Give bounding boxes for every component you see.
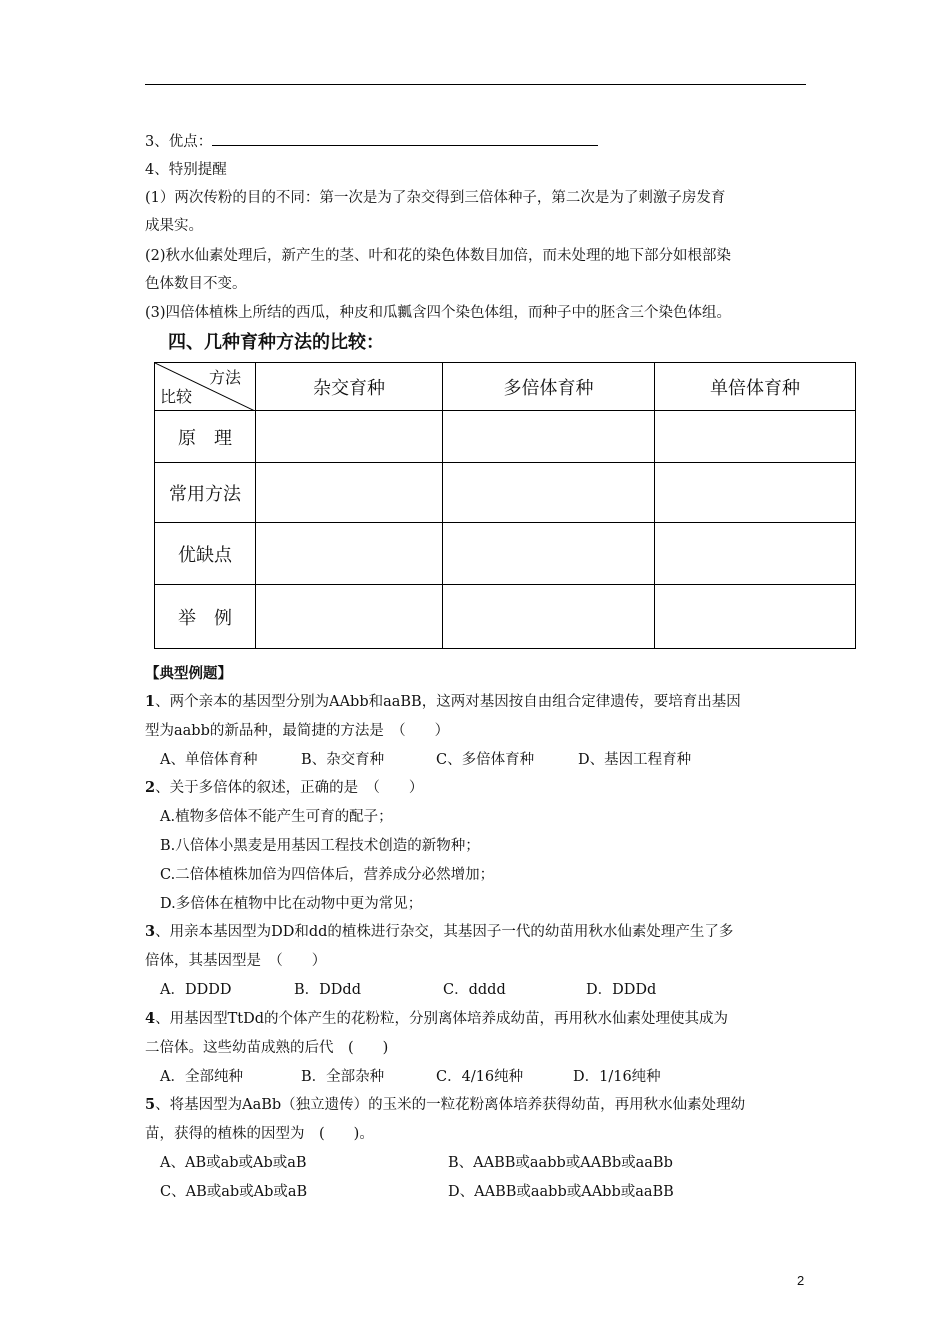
option[interactable]: B．全部杂种 bbox=[301, 1069, 385, 1085]
question-2 bbox=[145, 777, 423, 799]
question-number: 4 bbox=[145, 1010, 156, 1027]
question-5 bbox=[145, 1094, 745, 1116]
question-text: 、用亲本基因型为DD和dd的植株进行杂交，其基因子一代的幼苗用秋水仙素处理产生了多 bbox=[155, 924, 734, 940]
section-title: 四、几种育种方法的比较： bbox=[168, 332, 384, 353]
table-cell[interactable] bbox=[256, 523, 443, 585]
question-number: 3 bbox=[145, 923, 156, 940]
option[interactable]: D.多倍体在植物中比在动物中更为常见； bbox=[160, 896, 423, 912]
corner-method-label: 方法 bbox=[208, 368, 241, 387]
question-text: 、关于多倍体的叙述，正确的是 （ ） bbox=[155, 780, 424, 796]
table-cell[interactable] bbox=[443, 411, 655, 463]
note-text: 色体数目不变。 bbox=[145, 276, 247, 292]
table-row bbox=[155, 463, 856, 523]
option[interactable]: A.植物多倍体不能产生可育的配子； bbox=[160, 809, 393, 825]
table-cell[interactable] bbox=[443, 463, 655, 523]
option[interactable]: C、AB或ab或Ab或aB bbox=[160, 1184, 308, 1200]
table-cell[interactable] bbox=[256, 585, 443, 649]
page-number: 2 bbox=[797, 1273, 805, 1288]
table-cell[interactable] bbox=[443, 585, 655, 649]
option[interactable]: D．DDDd bbox=[586, 982, 657, 998]
reminder-heading: 4、特别提醒 bbox=[145, 162, 227, 178]
column-header: 单倍体育种 bbox=[655, 363, 856, 411]
note-text: (1）两次传粉的目的不同：第一次是为了杂交得到三倍体种子，第二次是为了刺激子房发育 bbox=[145, 190, 726, 206]
note-text: (2)秋水仙素处理后，新产生的茎、叶和花的染色体数目加倍，而未处理的地下部分如根部染 bbox=[145, 248, 732, 264]
option[interactable]: B、杂交育种 bbox=[301, 752, 385, 768]
table-header-row bbox=[155, 363, 856, 411]
row-header: 常用方法 bbox=[155, 463, 256, 523]
option[interactable]: B.八倍体小黑麦是用基因工程技术创造的新物种； bbox=[160, 838, 480, 854]
option[interactable]: A．全部纯种 bbox=[160, 1069, 243, 1085]
option[interactable]: B．DDdd bbox=[294, 982, 361, 998]
question-text: 倍体，其基因型是 （ ） bbox=[145, 953, 327, 969]
option[interactable]: D．1/16纯种 bbox=[573, 1069, 661, 1085]
option[interactable]: B、AABB或aabb或AABb或aaBb bbox=[448, 1155, 673, 1171]
question-number: 5 bbox=[145, 1096, 156, 1113]
table-cell[interactable] bbox=[256, 463, 443, 523]
option[interactable]: A、AB或ab或Ab或aB bbox=[160, 1155, 307, 1171]
examples-title: 【典型例题】 bbox=[145, 665, 232, 682]
column-header: 多倍体育种 bbox=[443, 363, 655, 411]
corner-compare-label: 比较 bbox=[160, 387, 193, 406]
table-cell[interactable] bbox=[655, 523, 856, 585]
table-cell[interactable] bbox=[655, 411, 856, 463]
question-text: 、两个亲本的基因型分别为AAbb和aaBB，这两对基因按自由组合定律遗传，要培育出基因 bbox=[155, 694, 741, 710]
table-corner-cell bbox=[155, 363, 256, 411]
option[interactable]: C．dddd bbox=[443, 982, 506, 998]
question-text: 苗，获得的植株的因型为 ( )。 bbox=[145, 1126, 374, 1142]
question-1 bbox=[145, 691, 741, 713]
table-cell[interactable] bbox=[443, 523, 655, 585]
option[interactable]: D、基因工程育种 bbox=[578, 752, 692, 768]
table-cell[interactable] bbox=[655, 463, 856, 523]
header-rule bbox=[145, 84, 806, 85]
advantages-line: 3、优点： bbox=[145, 131, 598, 153]
table-row bbox=[155, 523, 856, 585]
question-text: 二倍体。这些幼苗成熟的后代 ( ) bbox=[145, 1040, 389, 1056]
comparison-table bbox=[154, 362, 856, 649]
question-text: 型为aabb的新品种，最简捷的方法是 （ ） bbox=[145, 723, 450, 739]
row-header: 举 例 bbox=[155, 585, 256, 649]
note-text: 成果实。 bbox=[145, 218, 203, 234]
option[interactable]: D、AABB或aabb或AAbb或aaBB bbox=[448, 1184, 674, 1200]
table-cell[interactable] bbox=[655, 585, 856, 649]
option[interactable]: C.二倍体植株加倍为四倍体后，营养成分必然增加； bbox=[160, 867, 495, 883]
table-row bbox=[155, 411, 856, 463]
table-cell[interactable] bbox=[256, 411, 443, 463]
option[interactable]: C、多倍体育种 bbox=[436, 752, 535, 768]
column-header: 杂交育种 bbox=[256, 363, 443, 411]
row-header: 原 理 bbox=[155, 411, 256, 463]
note-text: (3)四倍体植株上所结的西瓜，种皮和瓜瓤含四个染色体组，而种子中的胚含三个染色体组。 bbox=[145, 305, 732, 321]
question-text: 、用基因型TtDd的个体产生的花粉粒，分别离体培养成幼苗，再用秋水仙素处理使其成为 bbox=[155, 1011, 728, 1027]
option[interactable]: A．DDDD bbox=[160, 982, 232, 998]
question-4 bbox=[145, 1008, 728, 1030]
row-header: 优缺点 bbox=[155, 523, 256, 585]
question-3 bbox=[145, 921, 733, 943]
answer-blank[interactable] bbox=[212, 131, 598, 146]
table-row bbox=[155, 585, 856, 649]
question-number: 2 bbox=[145, 779, 156, 796]
question-number: 1 bbox=[145, 693, 156, 710]
option[interactable]: A、单倍体育种 bbox=[160, 752, 258, 768]
option[interactable]: C．4/16纯种 bbox=[436, 1069, 524, 1085]
question-text: 、将基因型为AaBb（独立遗传）的玉米的一粒花粉离体培养获得幼苗，再用秋水仙素处理幼 bbox=[155, 1097, 746, 1113]
